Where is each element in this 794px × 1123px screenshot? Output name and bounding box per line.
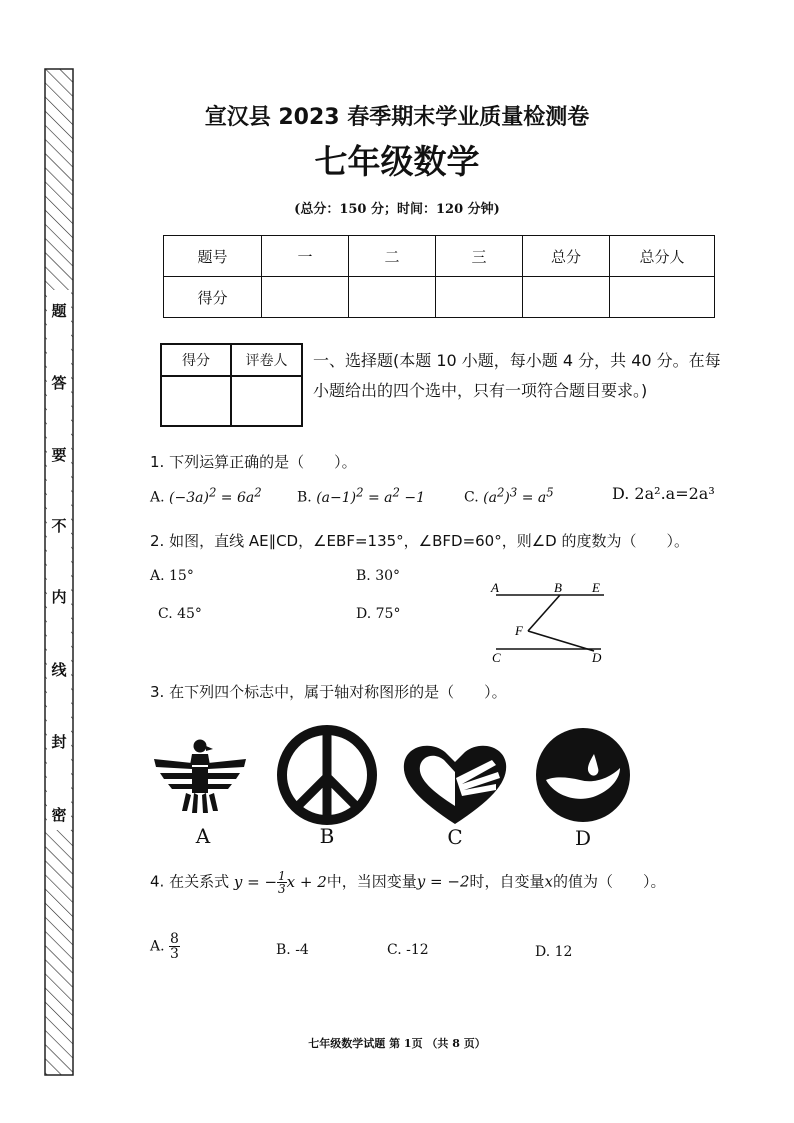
math-expression: y = −2: [416, 872, 470, 891]
point-label-f: F: [515, 623, 523, 638]
subject-title: 七年级数学: [314, 142, 480, 181]
question-stem: 1. 下列运算正确的是（ ）。: [150, 453, 357, 471]
option-label: C.: [464, 489, 479, 506]
seal-char: 密: [51, 806, 67, 824]
question-stem: [150, 870, 666, 895]
page-footer: 七年级数学试题 第 1页 （共 8 页）: [308, 1037, 486, 1050]
seal-char: 题: [51, 302, 67, 320]
point-label-c: C: [492, 650, 501, 665]
seal-char: 内: [51, 588, 67, 606]
math-expression: $(a^2)^3 = a^5$: [483, 485, 554, 506]
logo-label: B: [319, 824, 335, 848]
stem-text: 时，自变量: [469, 872, 545, 891]
option-a: [150, 932, 180, 961]
score-table: [163, 235, 715, 318]
logo-label: A: [195, 824, 211, 848]
fraction: [169, 932, 180, 961]
math-expression: x: [544, 872, 553, 891]
logo-label: D: [574, 826, 592, 850]
fraction-denominator: 3: [170, 946, 179, 962]
seal-char: 线: [51, 661, 67, 679]
segment-bf: [528, 595, 560, 631]
point-label-e: E: [592, 580, 600, 595]
grader-table: [160, 343, 303, 427]
option-a: [150, 485, 262, 506]
binding-strip: [44, 68, 74, 1076]
score-input-cell[interactable]: [523, 277, 610, 318]
option-d: D. 12: [535, 944, 573, 960]
point-label-b: B: [554, 580, 562, 595]
grader-input-cell[interactable]: [231, 376, 302, 426]
seal-char: 不: [51, 517, 67, 535]
point-label-d: D: [592, 650, 602, 665]
stem-text: 4. 在关系式: [150, 872, 230, 891]
eagle-logo-icon: [152, 737, 248, 817]
fraction-numerator: 8: [170, 931, 179, 947]
option-b: B. 30°: [356, 568, 401, 584]
exam-title: 宣汉县 2023 春季期末学业质量检测卷: [204, 105, 590, 130]
score-input-cell[interactable]: [349, 277, 436, 318]
logo-label: C: [447, 825, 463, 849]
option-b: [297, 485, 425, 506]
score-input-cell[interactable]: [436, 277, 523, 318]
option-c: [464, 485, 554, 506]
stem-text: 的值为（ ）。: [552, 872, 666, 891]
exam-info: (总分：150 分；时间：120 分钟): [294, 202, 500, 217]
option-d: D. 2a².a=2a³: [612, 484, 715, 503]
score-input-cell[interactable]: [161, 376, 231, 426]
table-row: [164, 236, 715, 277]
option-a: A. 15°: [150, 568, 194, 584]
option-label: B.: [297, 489, 312, 506]
math-expression: $(a-1)^2 = a^2 -1$: [316, 485, 426, 506]
table-cell: 得分: [161, 344, 231, 376]
table-cell: 二: [349, 236, 436, 277]
option-label: A.: [150, 489, 165, 506]
seal-char: 封: [51, 733, 67, 751]
section-heading: 一、选择题(本题 10 小题，每小题 4 分，共 40 分。在每小题给出的四个选中，只有一项符合题目要求。): [313, 351, 721, 400]
option-c: C. 45°: [158, 606, 202, 622]
option-b: B. -4: [276, 942, 309, 958]
table-row: [161, 376, 302, 426]
question-stem: 2. 如图，直线 AE∥CD，∠EBF=135°，∠BFD=60°，则∠D 的度数为（ ）。: [150, 532, 689, 550]
score-input-cell[interactable]: [262, 277, 349, 318]
segment-fd: [528, 631, 594, 651]
peace-logo-icon: [276, 724, 378, 826]
math-expression: y = − $\frac{1}{3}$ x + 2: [233, 869, 327, 896]
table-row: [164, 277, 715, 318]
parallel-lines-figure: [486, 578, 616, 670]
table-cell: 评卷人: [231, 344, 302, 376]
table-row: [161, 344, 302, 376]
table-cell: 总分人: [610, 236, 715, 277]
table-cell: 总分: [523, 236, 610, 277]
seal-char: 要: [51, 446, 67, 464]
seal-char: 答: [51, 374, 67, 392]
drop-circle-logo-icon: [534, 726, 632, 824]
table-cell: 得分: [164, 277, 262, 318]
option-label: A.: [150, 938, 165, 955]
score-input-cell[interactable]: [610, 277, 715, 318]
option-c: C. -12: [387, 942, 429, 958]
table-cell: 题号: [164, 236, 262, 277]
stem-text: 中，当因变量: [326, 872, 417, 891]
point-label-a: A: [491, 580, 499, 595]
table-cell: 三: [436, 236, 523, 277]
math-expression: $(-3a)^2 = 6a^2$: [169, 485, 262, 506]
table-cell: 一: [262, 236, 349, 277]
option-d: D. 75°: [356, 606, 401, 622]
question-stem: 3. 在下列四个标志中，属于轴对称图形的是（ ）。: [150, 683, 507, 701]
heart-hand-logo-icon: [400, 738, 510, 828]
